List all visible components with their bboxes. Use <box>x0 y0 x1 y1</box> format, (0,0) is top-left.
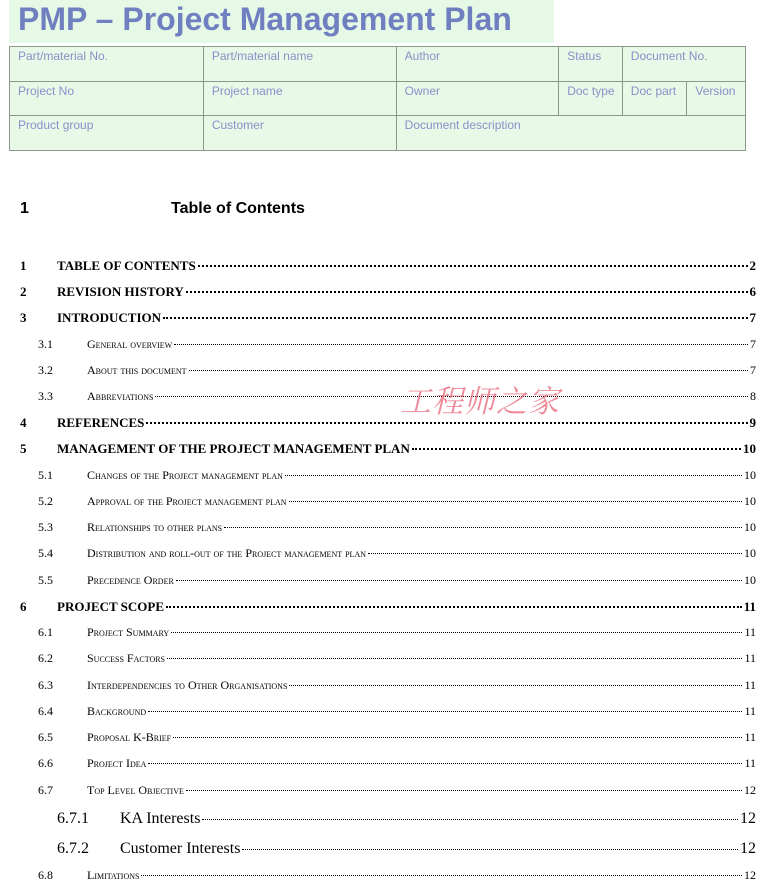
toc-entry-number: 6.3 <box>38 678 53 692</box>
toc-dot-leader <box>368 553 742 554</box>
cell-document-description: Document description <box>396 116 745 151</box>
toc-entry-title: MANAGEMENT OF THE PROJECT MANAGEMENT PLAN <box>57 441 410 456</box>
toc-entry-page: 11 <box>744 756 756 770</box>
cell-doc-type: Doc type <box>559 81 623 116</box>
toc-dot-leader <box>186 790 742 791</box>
toc-dot-leader <box>289 501 742 502</box>
toc-dot-leader <box>289 685 742 686</box>
toc-dot-leader <box>242 849 738 850</box>
toc-entry[interactable] <box>20 337 756 357</box>
toc-entry-page: 7 <box>750 363 756 377</box>
toc-entry-page: 11 <box>744 625 756 639</box>
toc-entry-number: 3.1 <box>38 337 53 351</box>
cell-status: Status <box>559 47 623 82</box>
toc-entry-page: 11 <box>744 704 756 718</box>
toc-entry-title: Customer Interests <box>120 840 241 857</box>
toc-entry-page: 2 <box>749 258 756 273</box>
cell-doc-part: Doc part <box>622 81 687 116</box>
toc-entry[interactable] <box>20 468 756 488</box>
toc-entry-number: 5.1 <box>38 468 53 482</box>
cell-part-material-no: Part/material No. <box>10 47 204 82</box>
toc-dot-leader <box>166 606 742 608</box>
toc-entry-title: Background <box>87 704 147 718</box>
toc-entry-number: 6.2 <box>38 651 53 665</box>
toc-entry-page: 12 <box>740 810 756 827</box>
toc-entry-number: 4 <box>20 415 27 430</box>
toc-entry[interactable] <box>20 258 756 278</box>
cell-part-material-name: Part/material name <box>203 47 396 82</box>
toc-entry[interactable] <box>20 704 756 724</box>
document-header-table <box>9 46 746 151</box>
toc-entry-title: Limitations <box>87 868 140 882</box>
toc-entry-number: 5.4 <box>38 546 53 560</box>
toc-entry[interactable] <box>20 756 756 776</box>
toc-entry-number: 6.7.1 <box>57 810 89 827</box>
toc-entry-title: INTRODUCTION <box>57 310 162 325</box>
toc-entry-number: 5.3 <box>38 520 53 534</box>
toc-entry-title: PROJECT SCOPE <box>57 599 165 614</box>
toc-entry-number: 6.7.2 <box>57 840 89 857</box>
cell-project-no: Project No <box>10 81 204 116</box>
toc-entry-page: 7 <box>749 310 756 325</box>
toc-entry-page: 11 <box>744 730 756 744</box>
toc-entry-title: REFERENCES <box>57 415 145 430</box>
toc-entry-title: Interdependencies to Other Organisations <box>87 678 288 692</box>
toc-entry-title: Project Idea <box>87 756 147 770</box>
toc-dot-leader <box>176 580 742 581</box>
toc-dot-leader <box>163 317 747 319</box>
toc-entry-number: 5.2 <box>38 494 53 508</box>
toc-entry-title: REVISION HISTORY <box>57 284 184 299</box>
toc-entry-number: 6.5 <box>38 730 53 744</box>
toc-entry[interactable] <box>20 415 756 435</box>
toc-entry[interactable] <box>20 730 756 750</box>
toc-entry-number: 5.5 <box>38 573 53 587</box>
cell-customer: Customer <box>203 116 396 151</box>
toc-entry[interactable] <box>20 363 756 383</box>
toc-entry[interactable] <box>20 284 756 304</box>
toc-entry-title: Abbreviations <box>87 389 154 403</box>
toc-entry-number: 5 <box>20 441 27 456</box>
toc-entry-number: 6.1 <box>38 625 53 639</box>
watermark: 工程师之家 <box>400 384 560 420</box>
toc-entry-title: Project Summary <box>87 625 170 639</box>
toc-entry[interactable] <box>20 546 756 566</box>
toc-entry-number: 6.7 <box>38 783 53 797</box>
toc-entry-page: 12 <box>740 840 756 857</box>
toc-dot-leader <box>167 658 742 659</box>
toc-dot-leader <box>174 344 748 345</box>
toc-entry[interactable] <box>20 441 756 461</box>
toc-entry-page: 11 <box>744 678 756 692</box>
toc-dot-leader <box>173 737 742 738</box>
toc-entry-title: Top Level Objective <box>87 783 184 797</box>
toc-entry[interactable] <box>20 678 756 698</box>
toc-entry[interactable] <box>20 573 756 593</box>
cell-version: Version <box>687 81 746 116</box>
document-title: PMP – Project Management Plan <box>18 1 512 37</box>
toc-entry-page: 10 <box>744 546 756 560</box>
toc-dot-leader <box>412 448 741 450</box>
toc-dot-leader <box>202 819 738 820</box>
toc-entry-title: General overview <box>87 337 173 351</box>
toc-dot-leader <box>146 422 747 424</box>
toc-entry-title: KA Interests <box>120 810 201 827</box>
toc-entry-number: 6.6 <box>38 756 53 770</box>
toc-entry-title: Approval of the Project management plan <box>87 494 287 508</box>
toc-entry[interactable] <box>20 520 756 540</box>
toc-entry[interactable] <box>20 599 756 619</box>
toc-entry-title: Distribution and roll-out of the Project management plan <box>87 546 366 560</box>
toc-entry-page: 10 <box>744 520 756 534</box>
toc-entry-page: 12 <box>744 783 756 797</box>
toc-dot-leader <box>148 763 742 764</box>
toc-entry-number: 3.3 <box>38 389 53 403</box>
toc-entry-title: Changes of the Project management plan <box>87 468 283 482</box>
toc-entry-title: TABLE OF CONTENTS <box>57 258 196 273</box>
toc-entry[interactable] <box>20 310 756 330</box>
toc-entry-title: Success Factors <box>87 651 165 665</box>
toc-entry[interactable] <box>20 868 756 888</box>
toc-entry-page: 10 <box>744 573 756 587</box>
toc-dot-leader <box>148 711 742 712</box>
cell-author: Author <box>396 47 559 82</box>
toc-entry-number: 3.2 <box>38 363 53 377</box>
toc-heading-number: 1 <box>20 200 29 217</box>
toc-entry-page: 6 <box>749 284 756 299</box>
cell-document-no: Document No. <box>622 47 745 82</box>
toc-dot-leader <box>141 875 742 876</box>
toc-entry-page: 10 <box>743 441 756 456</box>
toc-entry-page: 7 <box>750 337 756 351</box>
toc-entry-number: 3 <box>20 310 27 325</box>
toc-dot-leader <box>189 370 748 371</box>
toc-entry-page: 12 <box>744 868 756 882</box>
cell-project-name: Project name <box>203 81 396 116</box>
toc-heading: Table of Contents <box>171 200 305 217</box>
toc-entry-number: 2 <box>20 284 27 299</box>
toc-entry-number: 6.8 <box>38 868 53 882</box>
toc-entry-title: Relationships to other plans <box>87 520 223 534</box>
toc-entry[interactable] <box>20 389 756 409</box>
toc-entry-page: 11 <box>743 599 756 614</box>
toc-entry[interactable] <box>20 494 756 514</box>
toc-dot-leader <box>186 291 748 293</box>
toc-entry-title: Proposal K-Brief <box>87 730 172 744</box>
toc-dot-leader <box>171 632 742 633</box>
toc-dot-leader <box>224 527 742 528</box>
toc-entry-title: Precedence Order <box>87 573 174 587</box>
toc-entry-page: 11 <box>744 651 756 665</box>
cell-owner: Owner <box>396 81 559 116</box>
toc-entry-page: 10 <box>744 494 756 508</box>
toc-entry-page: 8 <box>750 389 756 403</box>
toc-entry-page: 10 <box>744 468 756 482</box>
toc-entry-number: 6.4 <box>38 704 53 718</box>
toc-entry[interactable] <box>20 651 756 671</box>
toc-entry[interactable] <box>20 783 756 803</box>
toc-entry-number: 1 <box>20 258 27 273</box>
toc-entry[interactable] <box>20 625 756 645</box>
toc-entry-number: 6 <box>20 599 27 614</box>
toc-dot-leader <box>198 265 748 267</box>
cell-product-group: Product group <box>10 116 204 151</box>
toc-dot-leader <box>285 475 742 476</box>
toc-entry[interactable] <box>20 840 756 860</box>
toc-entry-title: About this document <box>87 363 187 377</box>
toc-entry-page: 9 <box>749 415 756 430</box>
toc-entry[interactable] <box>20 810 756 830</box>
